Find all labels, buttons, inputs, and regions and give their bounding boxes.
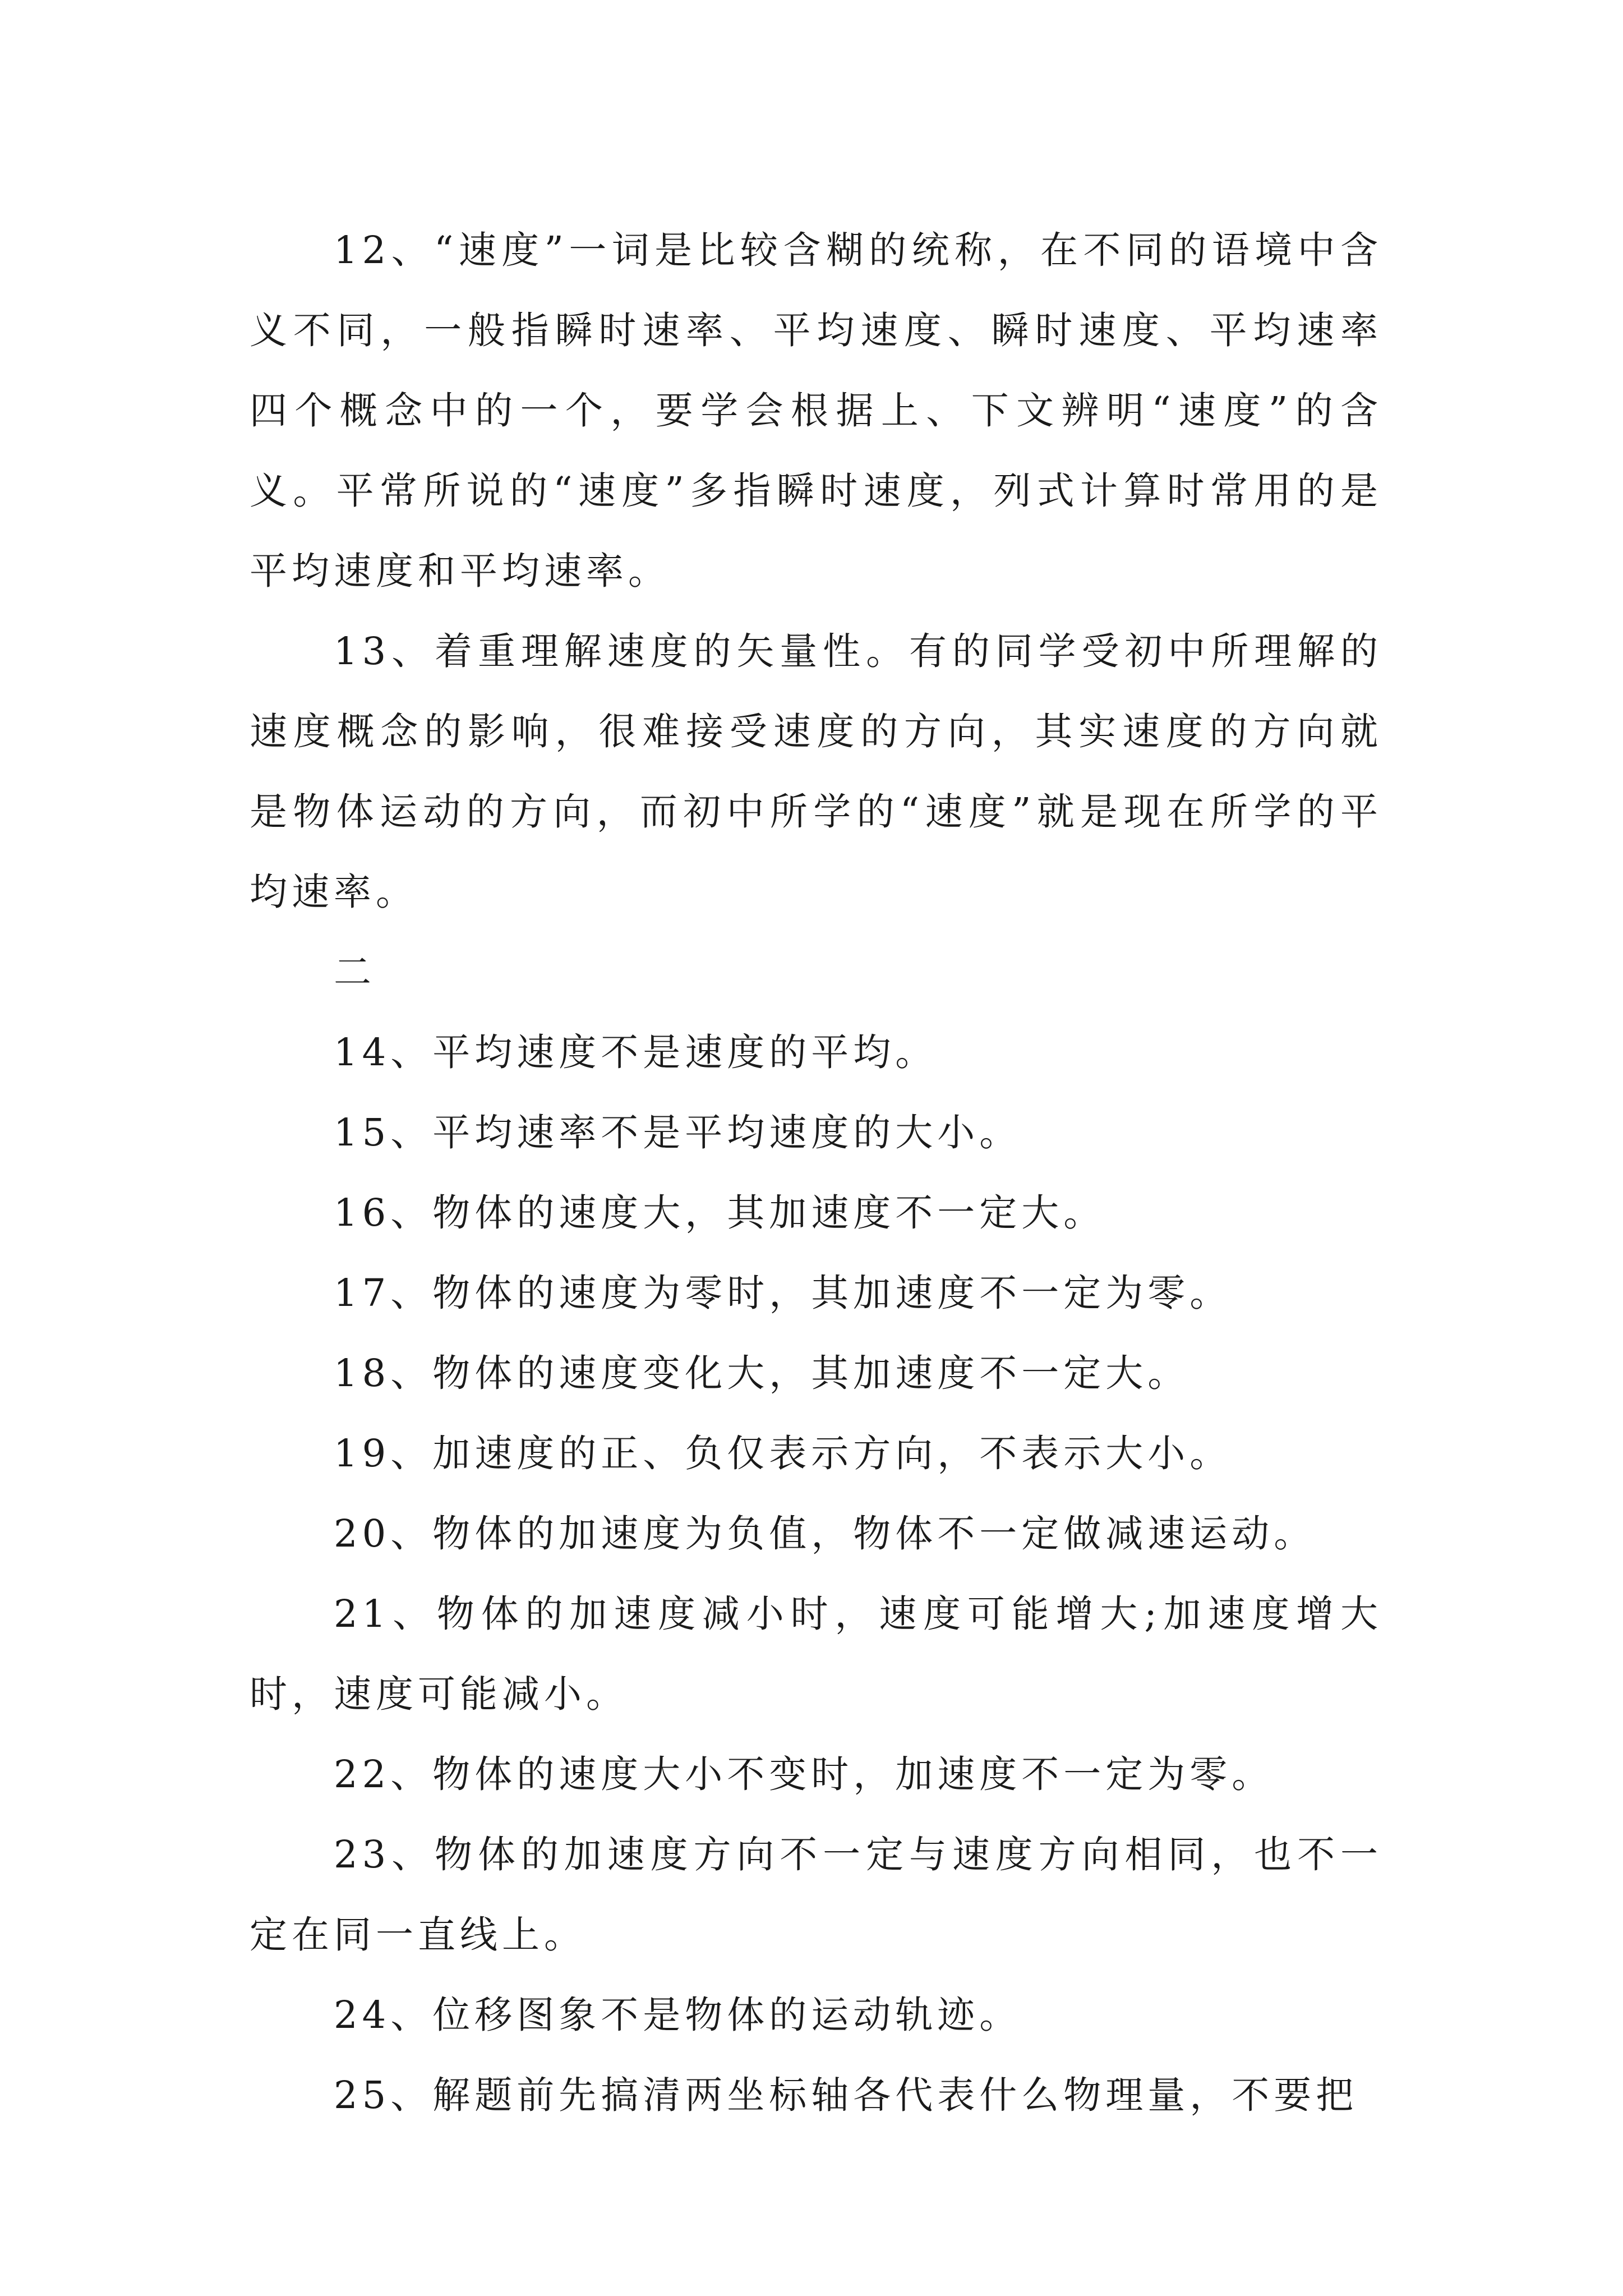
- paragraph-25: 25、解题前先搞清两坐标轴各代表什么物理量，不要把: [334, 2073, 1358, 2117]
- paragraph-20: 20、物体的加速度为负值，物体不一定做减速运动。: [334, 1512, 1316, 1556]
- paragraph-15: 15、平均速率不是平均速度的大小。: [334, 1111, 1022, 1154]
- paragraph-17: 17、物体的速度为零时，其加速度不一定为零。: [334, 1271, 1232, 1315]
- paragraph-23: 23、物体的加速度方向不一定与速度方向相同，也不一定在同一直线上。: [250, 1833, 1382, 1957]
- paragraph-12: 12、“速度”一词是比较含糊的统称，在不同的语境中含义不同，一般指瞬时速率、平均速度、瞬时速度、平均速率四个概念中的一个，要学会根据上、下文辨明“速度”的含义。平常所说的“速度”多指瞬时速度，列式计算时常用的是平均速度和平均速率。: [250, 228, 1382, 593]
- paragraph-13: 13、着重理解速度的矢量性。有的同学受初中所理解的速度概念的影响，很难接受速度的方向，其实速度的方向就是物体运动的方向，而初中所学的“速度”就是现在所学的平均速率。: [250, 629, 1382, 914]
- section-heading: 二: [334, 950, 376, 994]
- paragraph-21: 21、物体的加速度减小时，速度可能增大;加速度增大时，速度可能减小。: [250, 1592, 1382, 1716]
- paragraph-22: 22、物体的速度大小不变时，加速度不一定为零。: [334, 1752, 1274, 1796]
- paragraph-16: 16、物体的速度大，其加速度不一定大。: [334, 1191, 1106, 1235]
- paragraph-24: 24、位移图象不是物体的运动轨迹。: [334, 1993, 1022, 2037]
- paragraph-19: 19、加速度的正、负仅表示方向，不表示大小。: [334, 1432, 1232, 1475]
- paragraph-14: 14、平均速度不是速度的平均。: [334, 1030, 938, 1074]
- paragraph-18: 18、物体的速度变化大，其加速度不一定大。: [334, 1351, 1190, 1395]
- document-body: [250, 210, 1382, 2136]
